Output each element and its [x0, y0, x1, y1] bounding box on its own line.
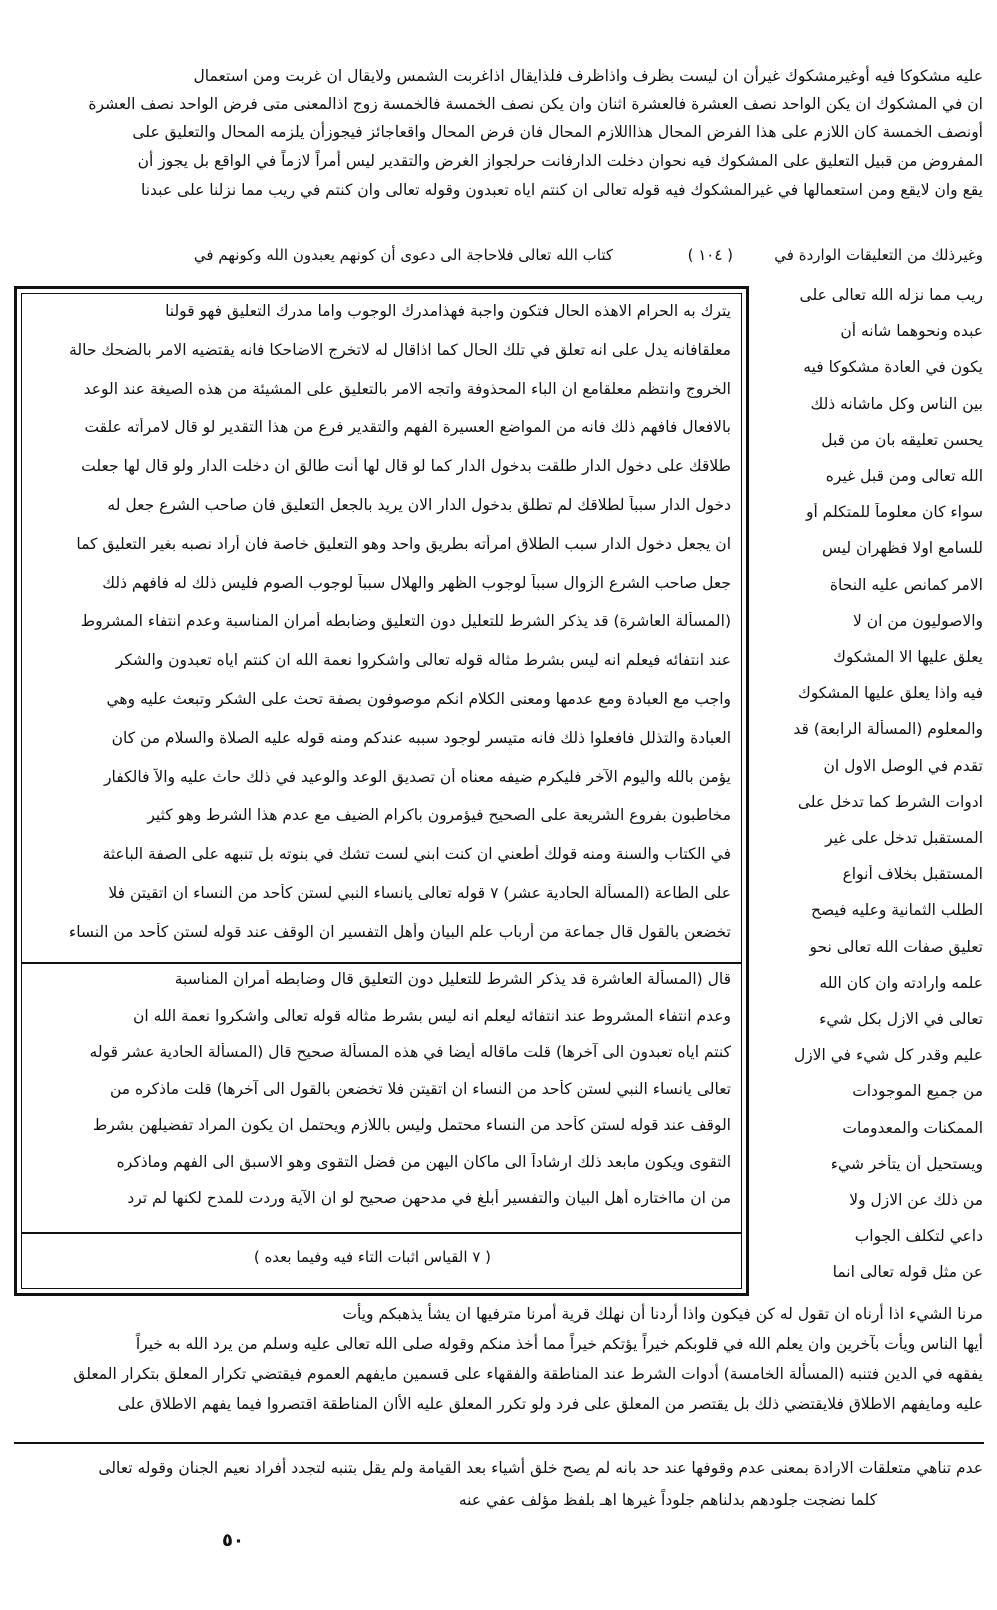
text-line: فيه واذا يعلق عليها المشكوك [797, 684, 983, 703]
text-line: يؤمن بالله واليوم الآخر فليكرم ضيفه معناه أن تصديق الوعد والوعيد في ذلك حاث عليه والاً فالكفار [104, 767, 731, 786]
note-text: ( ٧ القياس اثبات التاء فيه وفيما بعده ) [253, 1248, 491, 1266]
text-line: للسامع اولا فظهران ليس [821, 539, 983, 558]
text-line: عليم وقدر كل شيء في الازل [793, 1046, 983, 1065]
text-line: قال (المسألة العاشرة قد يذكر الشرط للتعليل دون التعليق قال وضابطه أمران المناسبة [174, 970, 731, 988]
text-line: عند انتفائه فيعلم انه ليس بشرط مثاله قوله تعالى واشكروا نعمة الله ان كنتم اياه تعبدون والشكر [115, 651, 731, 670]
text-line: واجب مع العبادة ومع عدمها ومعنى الكلام انكم موصوفون بصفة تحث على الشكر وتبعث عليه وهي [106, 690, 731, 708]
text-line: بالافعال فافهم ذلك فانه من المواضع العسيرة الفهم والتقدير فرع من هذا التقدير لو قال لامرأته علقت [84, 418, 731, 437]
text-line: على الطاعة (المسألة الحادية عشر) ٧ قوله تعالى يانساء النبي لستن كأحد من النساء ان اتقيتن فلا [108, 884, 731, 902]
text-line: المستقبل تدخل على غير [825, 829, 983, 847]
text-line: المفروض من قبيل التعليق على المشكوك فيه نحوان دخلت الدارفانت حرلجواز الغرض والتقدير ليس أمراً لازماً في الواقع بل يجوز أن [137, 152, 983, 170]
text-line: كنتم اياه تعبدون الى آخرها) قلت ماقاله أيضا في هذه المسألة صحيح قال (المسألة الحادية عشر قوله [89, 1043, 731, 1061]
text-line: ويستحيل أن يتأخر شيء [830, 1154, 983, 1173]
footnote-divider [14, 1442, 984, 1444]
text-line: ان يجعل دخول الدار سبب الطلاق امرأته بطريق واحد وهو التعليق خاصة فان أراد نصبه بغير التعليق كما [76, 534, 731, 553]
text-line: العبادة والتذلل فافعلوا ذلك فانه متيسر لوجود سببه عندكم ومنه قوله عليه الصلاة والسلام من كان [111, 728, 731, 747]
text-line: مخاطبون بفروع الشريعة على الصحيح فيؤمرون باكرام الضيف مع عدم هذا الشرط وهو كثير [147, 806, 731, 825]
text-line: بين الناس وكل ماشانه ذلك [810, 394, 983, 413]
text-line: مرنا الشيء اذا أرناه ان تقول له كن فيكون واذا أردنا أن نهلك قرية أمرنا مترفيها ان يشأ يذهبكم ويأت [342, 1305, 983, 1323]
text-line: يترك به الحرام الاهذه الحال فتكون واجبة فهذامدرك الوجوب واما مدرك التعليق فهو قولنا [165, 302, 731, 320]
text-line: دخول الدار سبباً لطلاقك لم تطلق بدخول الدار الان يريد بالجعل التعليق فان صاحب الشرع جعل له [107, 496, 731, 514]
text-line: عبده ونحوهما شانه أن [840, 322, 983, 341]
text-line: تعليق صفات الله تعالى نحو [809, 937, 983, 956]
running-head [193, 246, 983, 272]
text-line: ادوات الشرط كما تدخل على [797, 792, 983, 811]
text-line: في الكتاب والسنة ومنه قولك أطعني ان كنت ابني لست تشك في بنوته بل تنبهه على الصفة الباعثة [102, 845, 731, 864]
footnote-line: عدم تناهي متعلقات الارادة بمعنى عدم وقوفها عند حد بانه لم يصح خلق أشياء بعد القيامة ولم يقل بتنبه لتجدد أفراد نعيم الجنان وقوله تعالى [98, 1459, 983, 1477]
text-line: يفقهه في الدين فتنبه (المسألة الخامسة) أدوات الشرط عند المناطقة والفقهاء على قسمين مايفهم العموم فيقتضي تكرار المعلق بتكرار المعلق [73, 1365, 983, 1383]
text-line: أيها الناس ويأت بآخرين وان يعلم الله في قلوبكم خيراً يؤتكم خيراً مما أخذ منكم وقوله صلى الله تعالى عليه وسلم من يرد الله به خيراً [135, 1335, 983, 1353]
text-line: عليه مشكوكا فيه أوغيرمشكوك غيرأن ان ليست بظرف واذاظرف فلذايقال اذاغربت الشمس ولايقال ان غربت ومن استعمال [193, 67, 983, 85]
text-line: أونصف الخمسة كان اللازم على هذا الفرض المحال هذااللازم المحال فان فرض المحال واقعاجائز فيجوزأن يلزمه المحال والتعليق على [132, 123, 983, 141]
text-line: معلقافانه يدل على انه تعلق في تلك الحال كما اذاقال له لاتخرج الاضاحكا فانه يقتضيه الامر بالضحك حالة [69, 340, 731, 359]
text-line: والمعلوم (المسألة الرابعة) قد [793, 720, 983, 739]
box-note [22, 1234, 741, 1294]
text-line: يكون في العادة مشكوكا فيه [803, 358, 983, 377]
running-head-start: وغيرذلك من التعليقات الواردة في [774, 246, 983, 264]
text-line: يقع وان لايقع ومن استعمالها في غيرالمشكوك فيه قوله تعالى ان كنتم اياه تعبدون وقوله تعالى وان كنتم في ريب مما نزلنا على عبدنا [141, 181, 983, 199]
text-line: الطلب الثمانية وعليه فيصح [811, 901, 983, 920]
running-head-text: كتاب الله تعالى فلاحاجة الى دعوى أن كونهم يعبدون الله وكونهم في [193, 246, 613, 264]
text-line: وعدم انتفاء المشروط عند انتفائه ليعلم انه ليس بشرط مثاله قوله تعالى واشكروا نعمة الله ان [133, 1006, 731, 1025]
text-line: تخضعن بالقول قال جماعة من أرباب علم البيان وأهل التفسير ان الوقف عند قوله لستن كأحد من النساء [68, 922, 731, 941]
text-line: سواء كان معلوماً للمتكلم أو [805, 503, 983, 522]
text-line: الوقف عند قوله لستن كأحد من النساء محتمل وليس باللازم ويحتمل ان يكون المراد تفضيلهن بشرط [92, 1116, 731, 1134]
text-line: الامر كمانص عليه النحاة [829, 575, 983, 594]
text-line: يعلق عليها الا المشكوك [833, 648, 983, 666]
page-number: ( ١٠٤ ) [687, 246, 733, 264]
text-line: علمه وارادته وان كان الله [819, 973, 983, 992]
text-line: التقوى ويكون مابعد ذلك ارشاداً الى ماكان اليهن من فضل التقوى وهو الاسبق الى الفهم وماذكره [116, 1152, 731, 1171]
text-line: ريب مما نزله الله تعالى على [799, 286, 983, 304]
text-line: المستقبل بخلاف أنواع [842, 865, 983, 884]
text-line: داعي لتكلف الجواب [854, 1227, 983, 1246]
text-line: (المسألة العاشرة) قد يذكر الشرط للتعليل دون التعليق وضابطه أمران المناسبة وعدم انتفاء المشروط [80, 612, 731, 631]
text-line: الله تعالى ومن قبل غيره [825, 467, 983, 485]
text-line: جعل صاحب الشرع الزوال سبباً لوجوب الظهر والهلال سبباً لوجوب الصوم فليس ذلك له فافهم ذلك [102, 573, 731, 592]
text-line: من ان مااختاره أهل البيان والتفسير أبلغ في مدحهن صحيح لو ان الآية وردت للمدح لكنها لم ترد [127, 1189, 731, 1207]
text-line: تعالى في الازل بكل شيء [819, 1010, 983, 1028]
text-line: عليه ومايفهم الاطلاق فلايقتضي ذلك بل يقتصر من المعلق على فرد ولو تكرر المعلق عليه الأان المناطقة اقتصروا فيما يفهم الاطلاق على [117, 1395, 983, 1413]
commentary-block [22, 964, 741, 1234]
text-line: يحسن تعليقه بان من قبل [821, 430, 983, 449]
text-line: ان في المشكوك ان يكن الواحد نصف العشرة فالعشرة اثنان وان يكن نصف الخمسة فالخمسة زوج اذالمعنى متى فرض الواحد نصف العشرة [88, 95, 983, 113]
main-text-block [22, 294, 741, 964]
text-line: من جميع الموجودات [852, 1082, 983, 1101]
text-line: طلاقك على دخول الدار طلقت بدخول الدار كما لو قال لها أنت طالق ان دخلت الدار ولو قال لها جعلت [81, 457, 731, 476]
text-line: تقدم في الوصل الاول ان [823, 756, 983, 775]
text-line: تعالى يانساء النبي لستن كأحد من النساء ان اتقيتن فلا تخضعن بالقول الى آخرها) قلت ماذكره من [109, 1079, 731, 1098]
text-line: والاصوليون من ان لا [852, 611, 983, 630]
box-inner-frame [21, 293, 742, 1289]
footnote-line: كلما نضجت جلودهم بدلناهم جلوداً غيرها اهـ بلفظ مؤلف عفي عنه [458, 1491, 877, 1509]
text-line: من ذلك عن الازل ولا [849, 1191, 983, 1209]
page-mark: ٥٠ [222, 1530, 244, 1551]
text-line: عن مثل قوله تعالى انما [832, 1263, 983, 1282]
text-line: الممكنات والمعدومات [842, 1118, 983, 1137]
text-line: الخروج وانتظم معلقامع ان الباء المحذوفة واتجه الامر بالتعليق على المشيئة من هذه الصيغة عند الوعد [83, 379, 731, 398]
commentary-box [14, 286, 749, 1296]
